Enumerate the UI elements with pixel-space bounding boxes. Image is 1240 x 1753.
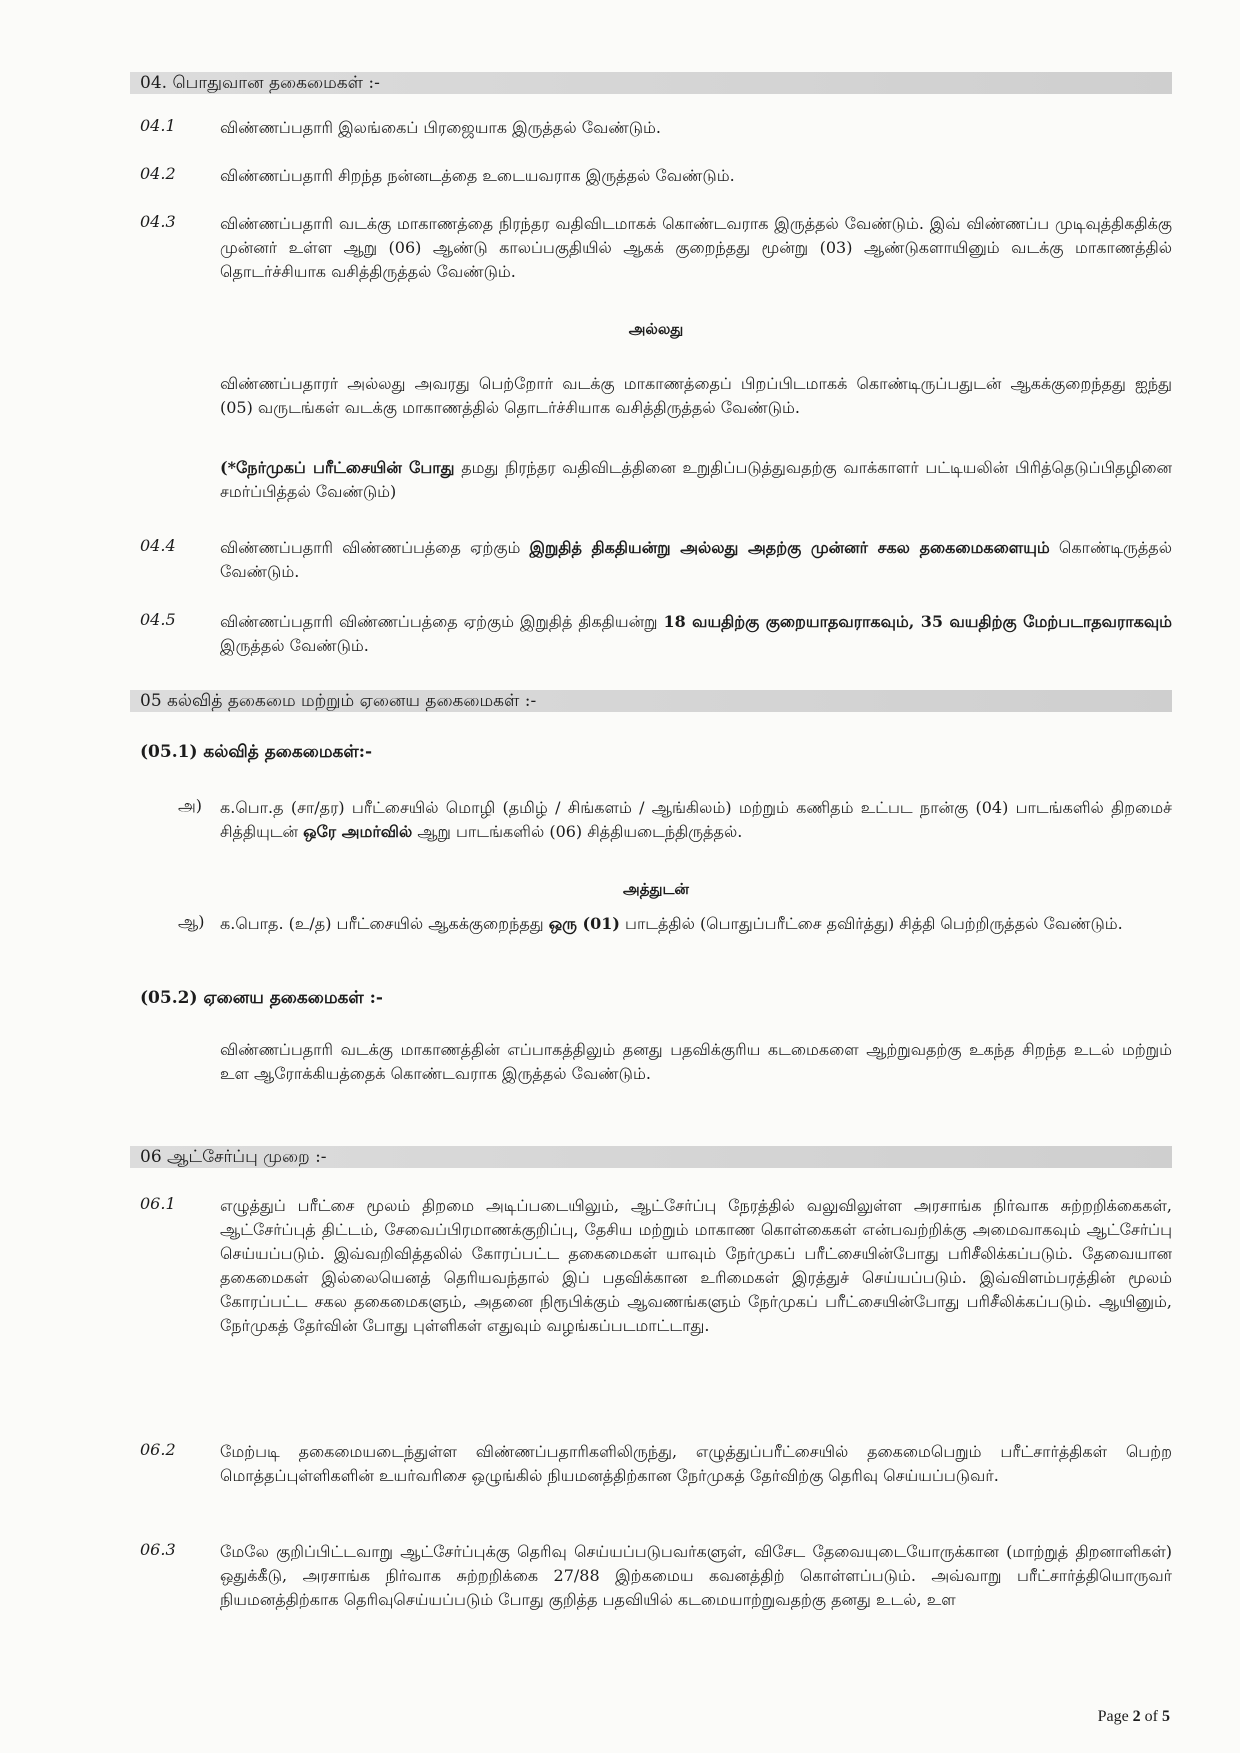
item-text: மேலே குறிப்பிட்டவாறு ஆட்சேர்ப்புக்கு தெரிவு செய்யப்படுபவர்களுள், விசேட தேவையுடையோருக்கான (மாற்றுத் திறனாளிகள்) ஒதுக்கீடு, அரசாங்க நிர்வாக சுற்றறிக்கை 27/88 இற்கமைய கவனத்திற் கொள்ளப்படும். அவ்வாறு பரீட்சார்த்தியொருவர் நியமனத்திற்காக தெரிவுசெய்யப்படும் போது குறித்த பதவியில் கடமையாற்றுவதற்கு தனது உடல், உள	[220, 1542, 1172, 1609]
item-text	[220, 610, 1172, 658]
text-part: பாடத்தில் (பொதுப்பரீட்சை தவிர்த்து) சித்தி பெற்றிருத்தல் வேண்டும்.	[619, 914, 1123, 933]
text-part: ஆறு பாடங்களில் (06) சித்தியடைந்திருத்தல்.	[412, 822, 743, 841]
item-number: 04.4	[140, 536, 176, 555]
item-text	[220, 912, 1172, 936]
item-number: 06.1	[140, 1194, 176, 1213]
item-number: 06.2	[140, 1440, 176, 1459]
item-text: விண்ணப்பதாரி சிறந்த நன்னடத்தை உடையவராக இருத்தல் வேண்டும்.	[220, 166, 735, 185]
item-text: விண்ணப்பதாரி இலங்கைப் பிரஜையாக இருத்தல் வேண்டும்.	[220, 118, 661, 137]
section-05-header: 05 கல்வித் தகைமை மற்றும் ஏனைய தகைமைகள் :-	[130, 690, 1172, 712]
item-number: 04.1	[140, 116, 176, 135]
item-text: எழுத்துப் பரீட்சை மூலம் திறமை அடிப்படையிலும், ஆட்சேர்ப்பு நேரத்தில் வலுவிலுள்ள அரசாங்க நிர்வாக சுற்றறிக்கைகள், ஆட்சேர்ப்புத் திட்டம், சேவைப்பிரமாணக்குறிப்பு, தேசிய மற்றும் மாகாண கொள்கைகள் என்பவற்றிக்கு அமைவாகவும் ஆட்சேர்ப்பு செய்யப்படும். இவ்வறிவித்தலில் கோரப்பட்ட தகைமைகள் யாவும் நேர்முகப் பரீட்சையின்போது பரிசீலிக்கப்படும். தேவையான தகைமைகள் இல்லையெனத் தெரியவந்தால் இப் பதவிக்கான உரிமைகள் இரத்துச் செய்யப்படும். இவ்விளம்பரத்தின் மூலம் கோரப்பட்ட சகல தகைமைகளும், அதனை நிரூபிக்கும் ஆவணங்களும் நேர்முகப் பரீட்சையின்போது பரிசீலிக்கப்படும். ஆயினும், நேர்முகத் தேர்வின் போது புள்ளிகள் எதுவும் வழங்கப்படமாட்டாது.	[220, 1196, 1172, 1335]
page-total: 5	[1162, 1708, 1170, 1725]
note-text: தமது நிரந்தர வதிவிடத்தினை உறுதிப்படுத்துவதற்கு வாக்காளர் பட்டியலின் பிரித்தெடுப்பிதழினை சமர்ப்பித்தல் வேண்டும்)	[220, 458, 1172, 501]
text-part: கொண்டிருத்தல் வேண்டும்.	[220, 538, 1172, 581]
page-of: of	[1140, 1708, 1162, 1725]
note-bold: (*நேர்முகப் பரீட்சையின் போது	[220, 458, 455, 477]
item-label: அ)	[178, 796, 203, 815]
text-bold: 18 வயதிற்கு குறையாதவராகவும், 35 வயதிற்கு மேற்படாதவராகவும்	[663, 612, 1172, 631]
page-current: 2	[1132, 1708, 1141, 1725]
item-text: மேற்படி தகைமையடைந்துள்ள விண்ணப்பதாரிகளிலிருந்து, எழுத்துப்பரீட்சையில் தகைமைபெறும் பரீட்சார்த்திகள் பெற்ற மொத்தப்புள்ளிகளின் உயர்வரிசை ஒழுங்கில் நியமனத்திற்கான நேர்முகத் தேர்விற்கு தெரிவு செய்யப்படுவர்.	[220, 1442, 1172, 1485]
item-text: விண்ணப்பதாரி வடக்கு மாகாணத்தை நிரந்தர வதிவிடமாகக் கொண்டவராக இருத்தல் வேண்டும். இவ் விண்ணப்ப முடிவுத்திகதிக்கு முன்னர் உள்ள ஆறு (06) ஆண்டு காலப்பகுதியில் ஆகக் குறைந்தது மூன்று (03) ஆண்டுகளாயினும் வடக்கு மாகாணத்தில் தொடர்ச்சியாக வசித்திருத்தல் வேண்டும்.	[220, 214, 1172, 281]
subsection-05-1: (05.1) கல்வித் தகைமைகள்:-	[140, 742, 373, 762]
page-number	[1098, 1708, 1170, 1726]
item-text: விண்ணப்பதாரர் அல்லது அவரது பெற்றோர் வடக்கு மாகாணத்தைப் பிறப்பிடமாகக் கொண்டிருப்பதுடன் ஆகக்குறைந்தது ஐந்து (05) வருடங்கள் வடக்கு மாகாணத்தில் தொடர்ச்சியாக வசித்திருத்தல் வேண்டும்.	[220, 374, 1172, 417]
item-number: 04.5	[140, 610, 176, 629]
text-bold: ஒரு (01)	[548, 914, 620, 933]
text-bold: ஒரே அமர்வில்	[303, 822, 413, 841]
item-note	[220, 456, 1172, 504]
section-06-header: 06 ஆட்சேர்ப்பு முறை :-	[130, 1146, 1172, 1168]
text-part: இருத்தல் வேண்டும்.	[220, 636, 369, 655]
text-part: விண்ணப்பதாரி விண்ணப்பத்தை ஏற்கும்	[220, 538, 530, 557]
text-part: க.பொ.த (சா/தர) பரீட்சையில் மொழி (தமிழ் / சிங்களம் / ஆங்கிலம்) மற்றும் கணிதம் உட்பட நான்கு (04) பாடங்களில் திறமைச் சித்தியுடன்	[220, 798, 1172, 841]
text-bold: இறுதித் திகதியன்று அல்லது அதற்கு முன்னர் சகல தகைமைகளையும்	[529, 538, 1050, 557]
section-04-header: 04. பொதுவான தகைமைகள் :-	[130, 72, 1172, 94]
item-text	[220, 536, 1172, 584]
item-label: ஆ)	[178, 912, 205, 931]
item-text	[220, 796, 1172, 844]
item-number: 04.2	[140, 164, 176, 183]
or-separator: அல்லது	[628, 320, 684, 338]
page-prefix: Page	[1097, 1708, 1133, 1725]
item-text: விண்ணப்பதாரி வடக்கு மாகாணத்தின் எப்பாகத்திலும் தனது பதவிக்குரிய கடமைகளை ஆற்றுவதற்கு உகந்த சிறந்த உடல் மற்றும் உள ஆரோக்கியத்தைக் கொண்டவராக இருத்தல் வேண்டும்.	[220, 1040, 1172, 1083]
and-separator: அத்துடன்	[623, 880, 689, 898]
subsection-05-2: (05.2) ஏனைய தகைமைகள் :-	[140, 988, 383, 1008]
item-number: 06.3	[140, 1540, 176, 1559]
text-part: விண்ணப்பதாரி விண்ணப்பத்தை ஏற்கும் இறுதித் திகதியன்று	[220, 612, 664, 631]
item-number: 04.3	[140, 212, 176, 231]
text-part: க.பொத. (உ/த) பரீட்சையில் ஆகக்குறைந்தது	[220, 914, 549, 933]
